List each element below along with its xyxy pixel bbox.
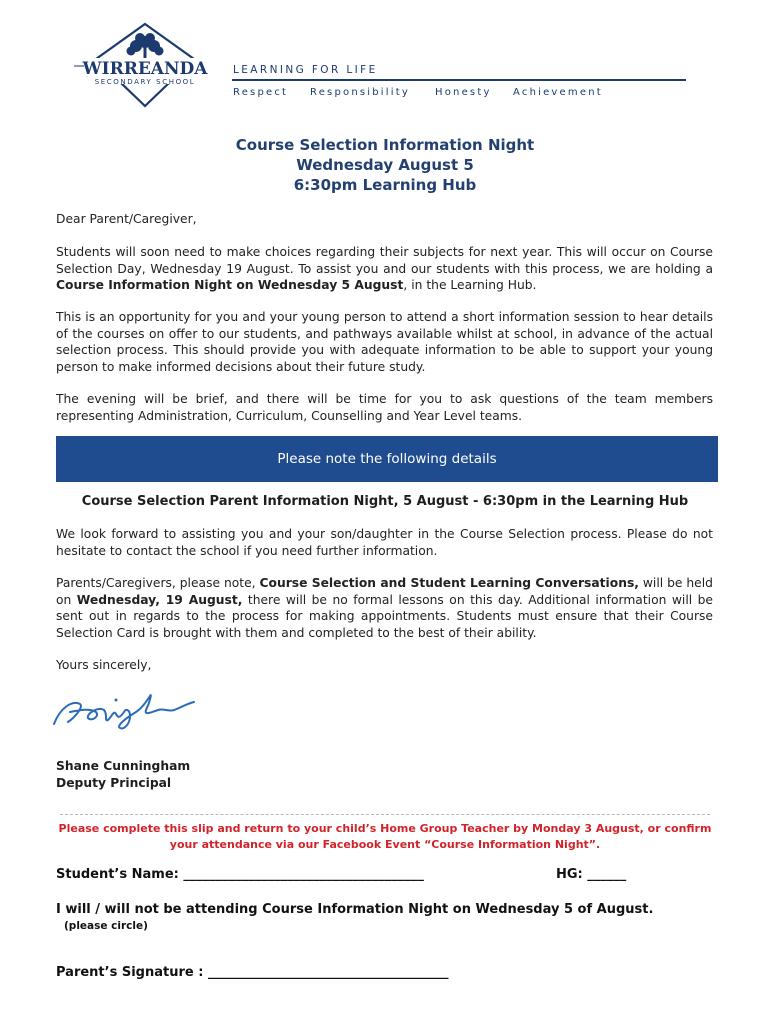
- home-group-field[interactable]: HG: ______: [556, 867, 627, 882]
- signatory-name: Shane Cunningham: [56, 759, 191, 773]
- parent-signature-field[interactable]: Parent’s Signature : _____________________________________: [56, 965, 449, 980]
- letter-paragraph-3: The evening will be brief, and there will be time for you to ask questions of the team members representing Administration, Curriculum, Counselling and Year Level teams.: [56, 392, 713, 423]
- circle-note: (please circle): [64, 920, 148, 932]
- title-line: Course Selection Information Night: [235, 136, 535, 154]
- letter-paragraph-2: This is an opportunity for you and your young person to attend a short information session to hear details of the courses on offer to our students, and pathways available whilst at school, in advance of the actual selection process. This should provide you with adequate information to be able to support your young person to make informed decisions about their future study.: [56, 310, 713, 374]
- title-line: Wednesday August 5: [296, 156, 474, 174]
- text-run: Students will soon need to make choices regarding their subjects for next year. This will occur on Course Selection Day, Wednesday 19 August. To assist you and our students with this process, we are holding a: [56, 245, 713, 276]
- details-banner: [56, 436, 718, 482]
- text-run: Parents/Caregivers, please note,: [56, 576, 260, 590]
- motto: LEARNING FOR LIFE: [233, 64, 378, 76]
- details-paragraph-1: We look forward to assisting you and your son/daughter in the Course Selection process. Please do not hesitate to contact the school if you need further information.: [56, 527, 713, 558]
- handwritten-signature: [50, 688, 200, 732]
- banner-text: Please note the following details: [277, 451, 497, 467]
- value-item: Responsibility: [310, 87, 410, 98]
- details-paragraph-2: [56, 575, 713, 641]
- attendance-statement[interactable]: I will / will not be attending Course Information Night on Wednesday 5 of August.: [56, 902, 654, 917]
- text-run-bold: Course Selection and Student Learning Conversations,: [259, 576, 639, 590]
- school-logo: [70, 22, 220, 112]
- slip-instruction: [0, 821, 770, 852]
- text-run-bold: Course Information Night on Wednesday 5 August: [56, 278, 404, 292]
- signatory-role: Deputy Principal: [56, 775, 172, 790]
- text-run: , in the Learning Hub.: [403, 278, 537, 292]
- greeting: Dear Parent/Caregiver,: [56, 212, 197, 226]
- letter-paragraph-1: [56, 244, 713, 294]
- signatory-block: [56, 758, 190, 791]
- value-item: Respect: [233, 87, 289, 98]
- text-run: there will be no formal lessons on this day. Additional information will be sent out in regards to the process for making appointments. Students must ensure that their Course Selection Card is brought with them and completed to the best of their ability.: [56, 592, 713, 640]
- slip-instruction-line: your attendance via our Facebook Event “Course Information Night”.: [169, 837, 601, 851]
- title-line: 6:30pm Learning Hub: [293, 176, 477, 194]
- school-values: [233, 87, 603, 98]
- value-item: Honesty: [435, 87, 492, 98]
- header-divider: [232, 79, 686, 81]
- closing: Yours sincerely,: [56, 658, 152, 672]
- details-heading: Course Selection Parent Information Night, 5 August - 6:30pm in the Learning Hub: [81, 494, 689, 509]
- logo-school-name: WIRREANDA: [82, 59, 208, 79]
- text-run-bold: Wednesday, 19 August,: [76, 592, 243, 607]
- logo-school-sub: SECONDARY SCHOOL: [94, 78, 196, 86]
- value-item: Achievement: [513, 87, 603, 98]
- page-title: [0, 135, 770, 195]
- student-name-field[interactable]: Student’s Name: _____________________________________: [56, 867, 424, 882]
- text-run: will be held on: [56, 576, 713, 607]
- cut-line: [60, 814, 710, 815]
- slip-instruction-line: Please complete this slip and return to your child’s Home Group Teacher by Monday 3 August, or confirm: [58, 822, 712, 835]
